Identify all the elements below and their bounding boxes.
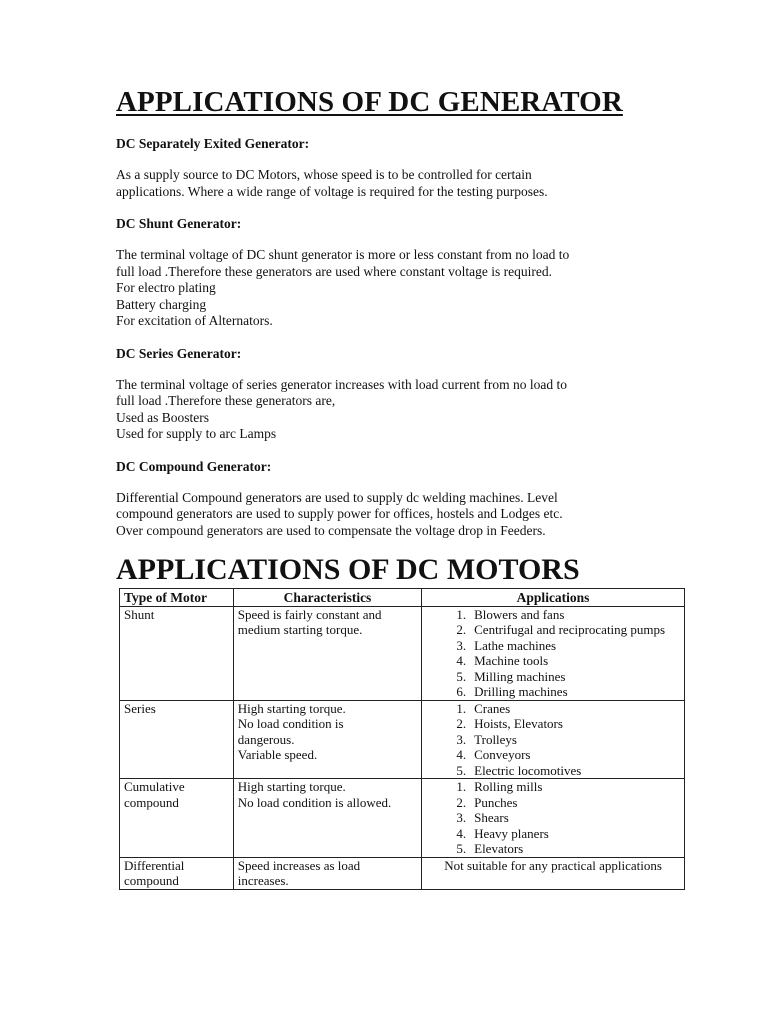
list-text: Cranes	[474, 700, 511, 716]
header-characteristics: Characteristics	[233, 589, 421, 607]
list-item	[426, 701, 680, 717]
list-text: Heavy planers	[474, 825, 549, 841]
list-item	[426, 779, 680, 795]
page-title: APPLICATIONS OF DC GENERATOR	[116, 86, 623, 118]
cell-characteristics	[233, 700, 421, 779]
list-text: Centrifugal and reciprocating pumps	[474, 622, 666, 637]
applications-text: Not suitable for any practical applications	[444, 857, 662, 873]
list-item	[426, 669, 680, 685]
text-line: Over compound generators are used to compensate the voltage drop in Feeders.	[116, 522, 546, 538]
type-text: compound	[124, 794, 179, 810]
section-heading-separately-excited: DC Separately Exited Generator:	[116, 136, 310, 151]
section-body-compound	[116, 490, 696, 540]
list-item	[426, 622, 680, 638]
text-line: Differential Compound generators are used to supply dc welding machines. Level	[116, 489, 558, 505]
cell-type	[120, 779, 234, 858]
char-text: Speed increases as load	[237, 857, 361, 873]
type-text: Shunt	[124, 606, 155, 622]
list-text: Lathe machines	[474, 637, 557, 653]
list-number: 1.	[456, 779, 467, 794]
list-text: Trolleys	[474, 731, 517, 747]
list-number: 5.	[456, 762, 467, 778]
cell-applications	[422, 700, 685, 779]
list-text: Elevators	[474, 841, 524, 856]
section-heading-compound: DC Compound Generator:	[116, 458, 272, 474]
list-item	[426, 607, 680, 623]
list-number: 6.	[456, 684, 467, 699]
type-text: Differential	[124, 857, 185, 873]
applications-list	[426, 607, 680, 700]
char-text: No load condition is	[237, 716, 344, 731]
text-line: full load .Therefore these generators are,	[116, 393, 336, 408]
list-number: 2.	[456, 622, 467, 637]
list-number: 4.	[456, 825, 467, 841]
list-text: Blowers and fans	[474, 606, 565, 622]
list-number: 4.	[456, 747, 467, 762]
document-page	[116, 86, 696, 890]
cell-type	[120, 700, 234, 779]
char-text: medium starting torque.	[237, 622, 363, 637]
char-text: High starting torque.	[237, 700, 346, 716]
list-item	[426, 810, 680, 826]
table-header-row	[120, 589, 685, 607]
table-row	[120, 606, 685, 700]
list-item	[426, 716, 680, 732]
list-text: Milling machines	[474, 668, 566, 684]
list-item	[426, 653, 680, 669]
text-line: compound generators are used to supply power for offices, hostels and Lodges etc.	[116, 506, 563, 521]
header-type: Type of Motor	[120, 589, 234, 607]
type-text: compound	[124, 873, 179, 888]
list-item	[426, 763, 680, 779]
text-line: Used as Boosters	[116, 409, 209, 425]
text-line: Battery charging	[116, 296, 207, 312]
applications-list	[426, 779, 680, 857]
list-item	[426, 747, 680, 763]
list-item	[426, 795, 680, 811]
char-text: High starting torque.	[237, 779, 346, 794]
section-heading-series: DC Series Generator:	[116, 345, 242, 361]
cell-applications	[422, 779, 685, 858]
list-text: Hoists, Elevators	[474, 716, 563, 731]
list-number: 2.	[456, 716, 467, 731]
cell-characteristics	[233, 779, 421, 858]
list-number: 3.	[456, 637, 467, 653]
list-text: Rolling mills	[474, 779, 543, 794]
list-text: Conveyors	[474, 747, 531, 762]
list-item	[426, 826, 680, 842]
list-number: 4.	[456, 653, 467, 668]
list-item	[426, 684, 680, 700]
text-line: For excitation of Alternators.	[116, 313, 273, 328]
section-body-series	[116, 377, 696, 443]
text-line: full load .Therefore these generators are used where constant voltage is required.	[116, 263, 552, 279]
cell-characteristics	[233, 857, 421, 889]
char-text: No load condition is allowed.	[237, 794, 392, 810]
section-body-shunt	[116, 247, 696, 330]
section-heading-shunt: DC Shunt Generator:	[116, 216, 242, 231]
list-text: Punches	[474, 794, 518, 810]
list-text: Drilling machines	[474, 684, 568, 699]
list-item	[426, 841, 680, 857]
type-text: Series	[124, 700, 156, 716]
list-number: 3.	[456, 731, 467, 747]
text-line: As a supply source to DC Motors, whose speed is to be controlled for certain	[116, 167, 532, 182]
list-number: 5.	[456, 841, 467, 856]
char-text: increases.	[237, 873, 289, 888]
table-row	[120, 779, 685, 858]
char-text: Speed is fairly constant and	[237, 606, 382, 622]
text-line: The terminal voltage of series generator increases with load current from no load to	[116, 376, 567, 392]
cell-type	[120, 857, 234, 889]
list-text: Electric locomotives	[474, 762, 582, 778]
list-number: 5.	[456, 668, 467, 684]
list-number: 2.	[456, 794, 467, 810]
table-row	[120, 700, 685, 779]
cell-applications	[422, 857, 685, 889]
list-text: Shears	[474, 810, 509, 825]
char-text: Variable speed.	[237, 747, 318, 762]
motors-title: APPLICATIONS OF DC MOTORS	[116, 553, 580, 586]
text-line: For electro plating	[116, 280, 216, 295]
text-line: The terminal voltage of DC shunt generator is more or less constant from no load to	[116, 247, 570, 262]
cell-type	[120, 606, 234, 700]
table-row	[120, 857, 685, 889]
section-body-separately-excited	[116, 167, 696, 200]
list-number: 1.	[456, 700, 467, 716]
applications-list	[426, 701, 680, 779]
text-line: Used for supply to arc Lamps	[116, 426, 277, 441]
cell-characteristics	[233, 606, 421, 700]
cell-applications	[422, 606, 685, 700]
char-text: dangerous.	[237, 731, 295, 747]
list-text: Machine tools	[474, 653, 549, 668]
text-line: applications. Where a wide range of voltage is required for the testing purposes.	[116, 183, 548, 199]
list-number: 3.	[456, 810, 467, 825]
list-item	[426, 638, 680, 654]
list-item	[426, 732, 680, 748]
header-applications: Applications	[422, 589, 685, 607]
type-text: Cumulative	[124, 779, 185, 794]
motors-table	[119, 588, 685, 890]
list-number: 1.	[456, 606, 467, 622]
